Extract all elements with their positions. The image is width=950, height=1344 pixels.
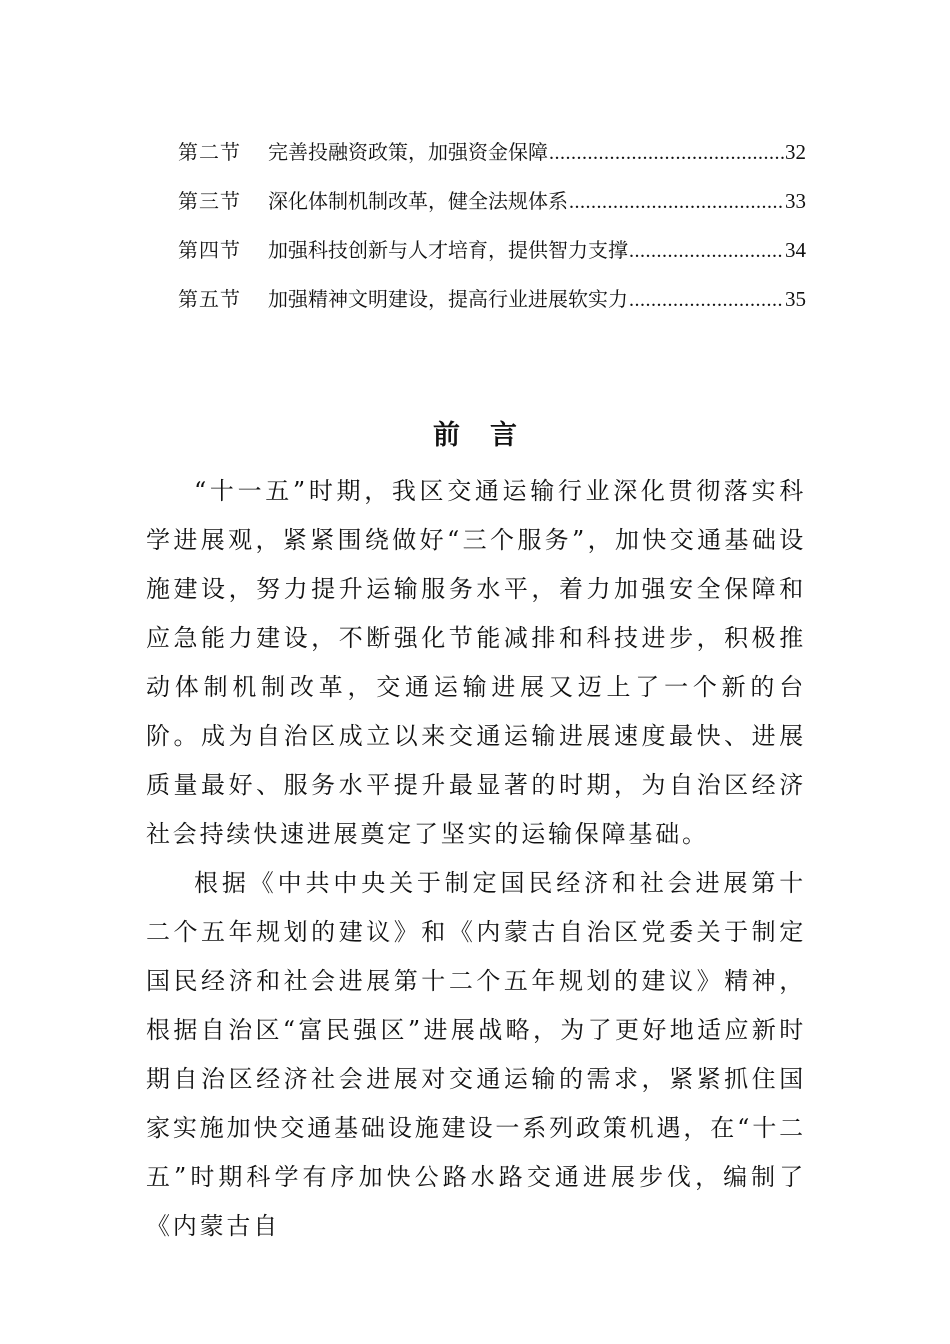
toc-entry[interactable] <box>178 230 806 279</box>
toc-leader-dots <box>629 231 784 271</box>
toc-section-number: 第四节 <box>178 238 241 262</box>
toc-section-number: 第五节 <box>178 287 241 311</box>
toc-entry[interactable] <box>178 181 806 230</box>
toc-leader-dots <box>549 133 784 173</box>
toc-entry-title: 加强精神文明建设，提高行业进展软实力 <box>268 287 628 311</box>
toc-entry-title: 深化体制机制改革，健全法规体系 <box>268 189 568 213</box>
table-of-contents <box>178 132 806 328</box>
preface-heading: 前言 <box>433 420 547 452</box>
toc-page-number: 33 <box>785 189 806 213</box>
toc-entry-title: 完善投融资政策，加强资金保障 <box>268 140 548 164</box>
toc-leader-dots <box>569 182 784 222</box>
toc-entry-title: 加强科技创新与人才培育，提供智力支撑 <box>268 238 628 262</box>
toc-page-number: 32 <box>785 140 806 164</box>
toc-entry[interactable] <box>178 132 806 181</box>
toc-section-number: 第三节 <box>178 189 241 213</box>
toc-section-number: 第二节 <box>178 140 241 164</box>
preface-body <box>146 467 806 1251</box>
toc-entry[interactable] <box>178 279 806 328</box>
preface-paragraph: 根据《中共中央关于制定国民经济和社会进展第十二个五年规划的建议》和《内蒙古自治区党委关于制定国民经济和社会进展第十二个五年规划的建议》精神，根据自治区“富民强区”进展战略，为了更好地适应新时期自治区经济社会进展对交通运输的需求，紧紧抓住国家实施加快交通基础设施建设一系列政策机遇，在“十二五”时期科学有序加快公路水路交通进展步伐，编制了《内蒙古自 <box>146 869 806 1240</box>
toc-leader-dots <box>629 280 784 320</box>
preface-paragraph: “十一五”时期，我区交通运输行业深化贯彻落实科学进展观，紧紧围绕做好“三个服务”，加快交通基础设施建设，努力提升运输服务水平，着力加强安全保障和应急能力建设，不断强化节能减排和科技进步，积极推动体制机制改革，交通运输进展又迈上了一个新的台阶。成为自治区成立以来交通运输进展速度最快、进展质量最好、服务水平提升最显著的时期，为自治区经济社会持续快速进展奠定了坚实的运输保障基础。 <box>146 477 806 848</box>
toc-page-number: 35 <box>785 287 806 311</box>
toc-page-number: 34 <box>785 238 806 262</box>
